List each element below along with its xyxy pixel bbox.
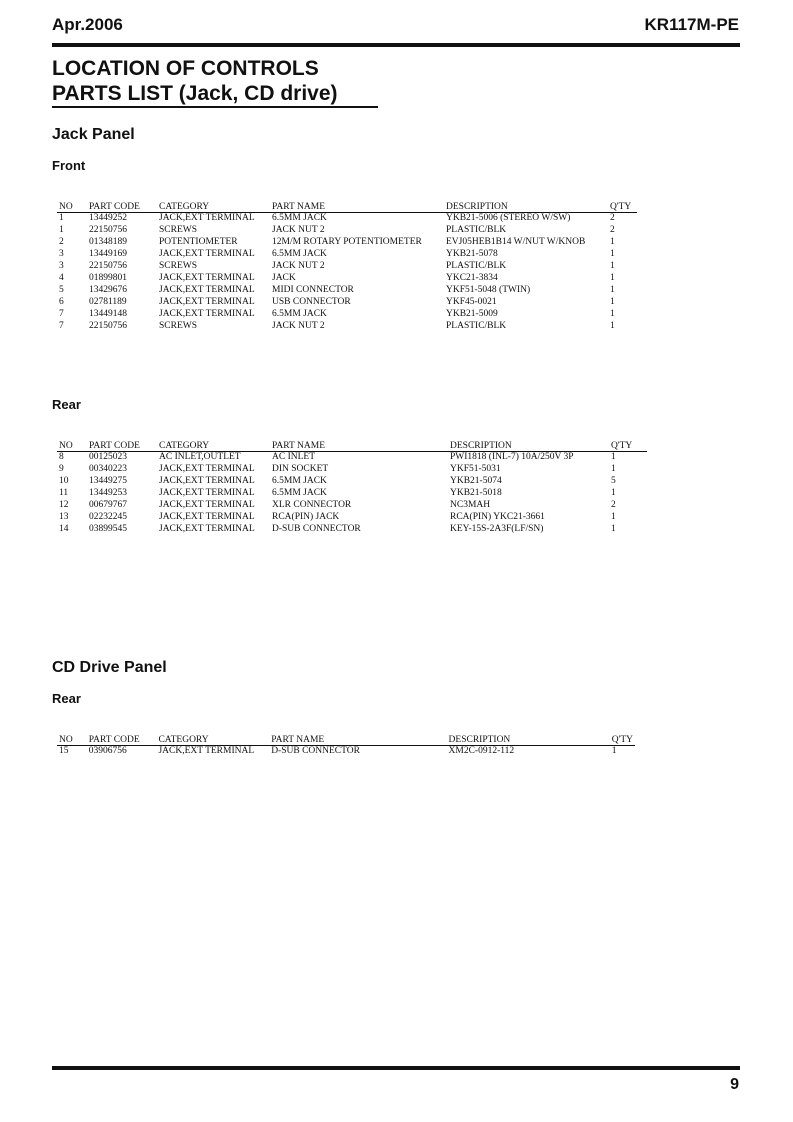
cell-qty: 1	[610, 321, 615, 331]
cell-no: 6	[59, 297, 64, 307]
cell-part-name: JACK NUT 2	[272, 225, 325, 235]
col-description: DESCRIPTION	[447, 734, 610, 746]
cell-description: PLASTIC/BLK	[446, 321, 507, 331]
cell-part-name: D-SUB CONNECTOR	[272, 524, 361, 534]
cell-part-code: 22150756	[89, 321, 127, 331]
cell-part-name: JACK NUT 2	[272, 261, 325, 271]
cell-part-code: 01899801	[89, 273, 127, 283]
cell-qty: 2	[611, 500, 616, 510]
cell-description: YKF45-0021	[446, 297, 497, 307]
cell-part-code: 13429676	[89, 285, 127, 295]
cell-description: PLASTIC/BLK	[446, 225, 507, 235]
cell-qty: 1	[611, 746, 617, 756]
cell-part-code: 01348189	[89, 237, 127, 247]
col-part-code: PART CODE	[87, 201, 157, 213]
table-row	[57, 746, 635, 759]
cell-category: JACK,EXT TERMINAL	[159, 249, 255, 259]
cell-category: AC INLET,OUTLET	[159, 452, 241, 462]
col-part-code: PART CODE	[87, 440, 157, 452]
cell-description: YKB21-5018	[450, 488, 502, 498]
cell-part-name: D-SUB CONNECTOR	[271, 746, 360, 756]
cell-part-name: 12M/M ROTARY POTENTIOMETER	[272, 237, 422, 247]
cell-part-name: JACK	[272, 273, 296, 283]
parts-table-cd-rear	[57, 734, 635, 758]
page-title	[52, 56, 338, 106]
cell-part-name: MIDI CONNECTOR	[272, 285, 354, 295]
cell-part-code: 13449275	[89, 476, 127, 486]
cell-part-code: 00125023	[89, 452, 127, 462]
cell-qty: 1	[610, 273, 615, 283]
cell-part-code: 22150756	[89, 261, 127, 271]
cell-description: NC3MAH	[450, 500, 491, 510]
cell-no: 3	[59, 261, 64, 271]
title-line-1: LOCATION OF CONTROLS	[52, 57, 319, 80]
table-row	[57, 321, 637, 333]
cell-category: JACK,EXT TERMINAL	[159, 213, 255, 223]
cell-category: JACK,EXT TERMINAL	[159, 476, 255, 486]
cell-no: 12	[59, 500, 69, 510]
cell-category: JACK,EXT TERMINAL	[159, 297, 255, 307]
cell-qty: 1	[611, 464, 616, 474]
cell-part-name: JACK NUT 2	[272, 321, 325, 331]
table-header-row	[57, 201, 637, 213]
cell-no: 4	[59, 273, 64, 283]
col-qty: Q'TY	[608, 201, 637, 213]
cell-category: SCREWS	[159, 321, 198, 331]
cell-qty: 1	[610, 297, 615, 307]
col-part-name: PART NAME	[270, 201, 444, 213]
table-row	[57, 452, 647, 465]
cell-category: JACK,EXT TERMINAL	[159, 464, 255, 474]
parts-table-jack-front	[57, 201, 637, 333]
cell-description: XM2C-0912-112	[448, 746, 515, 756]
model-number: KR117M-PE	[644, 15, 739, 34]
cell-qty: 1	[610, 285, 615, 295]
table-row	[57, 464, 647, 476]
cell-no: 15	[59, 746, 69, 756]
cell-part-code: 22150756	[89, 225, 127, 235]
cell-qty: 1	[610, 237, 615, 247]
document-date: Apr.2006	[52, 15, 123, 34]
cell-part-name: 6.5MM JACK	[272, 488, 327, 498]
cell-category: JACK,EXT TERMINAL	[158, 746, 255, 756]
col-qty: Q'TY	[611, 734, 633, 745]
cell-description: YKB21-5078	[446, 249, 498, 259]
table-row	[57, 285, 637, 297]
cell-part-code: 13449169	[89, 249, 127, 259]
subsection-rear: Rear	[52, 691, 81, 706]
cell-no: 14	[59, 524, 69, 534]
cell-category: JACK,EXT TERMINAL	[159, 524, 255, 534]
cell-part-code: 03899545	[89, 524, 127, 534]
col-no: NO	[57, 440, 87, 452]
header-rule	[52, 43, 740, 47]
cell-category: SCREWS	[159, 225, 198, 235]
table-row	[57, 273, 637, 285]
col-description: DESCRIPTION	[444, 201, 608, 213]
cell-qty: 2	[610, 213, 615, 223]
page-number: 9	[730, 1076, 739, 1093]
cell-description: KEY-15S-2A3F(LF/SN)	[450, 524, 544, 534]
cell-part-name: 6.5MM JACK	[272, 249, 327, 259]
col-part-name: PART NAME	[269, 734, 446, 746]
cell-category: JACK,EXT TERMINAL	[159, 273, 255, 283]
title-underline	[52, 106, 378, 108]
cell-qty: 1	[611, 512, 616, 522]
table-row	[57, 249, 637, 261]
cell-category: SCREWS	[159, 261, 198, 271]
cell-part-code: 13449253	[89, 488, 127, 498]
cell-part-name: 6.5MM JACK	[272, 476, 327, 486]
cell-part-name: AC INLET	[272, 452, 316, 462]
cell-qty: 1	[610, 249, 615, 259]
cell-part-code: 03906756	[88, 746, 127, 756]
cell-description: PWI1818 (INL-7) 10A/250V 3P	[450, 452, 574, 462]
cell-part-name: USB CONNECTOR	[272, 297, 351, 307]
table-row	[57, 476, 647, 488]
cell-part-code: 13449252	[89, 213, 127, 223]
cell-description: YKB21-5074	[450, 476, 502, 486]
cell-no: 10	[59, 476, 69, 486]
cell-no: 9	[59, 464, 64, 474]
col-qty: Q'TY	[609, 440, 647, 452]
cell-category: POTENTIOMETER	[159, 237, 238, 247]
subsection-rear: Rear	[52, 397, 81, 412]
section-heading-cd-drive-panel: CD Drive Panel	[52, 659, 167, 676]
cell-category: JACK,EXT TERMINAL	[159, 488, 255, 498]
cell-part-code: 13449148	[89, 309, 127, 319]
cell-no: 11	[59, 488, 69, 498]
cell-no: 7	[59, 309, 64, 319]
cell-part-name: DIN SOCKET	[272, 464, 329, 474]
cell-description: PLASTIC/BLK	[446, 261, 507, 271]
cell-part-code: 02781189	[89, 297, 127, 307]
cell-description: YKB21-5006 (STEREO W/SW)	[446, 213, 571, 223]
parts-table-jack-rear	[57, 440, 647, 536]
cell-part-name: 6.5MM JACK	[272, 309, 327, 319]
table-row	[57, 261, 637, 273]
cell-category: JACK,EXT TERMINAL	[159, 309, 255, 319]
cell-category: JACK,EXT TERMINAL	[159, 500, 255, 510]
table-row	[57, 297, 637, 309]
table-row	[57, 500, 647, 512]
cell-no: 3	[59, 249, 64, 259]
cell-category: JACK,EXT TERMINAL	[159, 285, 255, 295]
col-category: CATEGORY	[157, 201, 270, 213]
footer-rule	[52, 1066, 740, 1070]
title-line-2: PARTS LIST (Jack, CD drive)	[52, 82, 338, 105]
table-row	[57, 225, 637, 237]
col-description: DESCRIPTION	[448, 440, 609, 452]
table-row	[57, 524, 647, 536]
cell-description: YKF51-5031	[450, 464, 501, 474]
table-row	[57, 309, 637, 321]
table-header-row	[57, 440, 647, 452]
cell-qty: 2	[610, 225, 615, 235]
table-row	[57, 488, 647, 500]
cell-description: YKC21-3834	[446, 273, 498, 283]
cell-part-code: 00340223	[89, 464, 127, 474]
table-row	[57, 213, 637, 226]
col-no: NO	[57, 201, 87, 213]
col-category: CATEGORY	[157, 440, 270, 452]
table-header-row	[57, 734, 635, 746]
table-row	[57, 237, 637, 249]
cell-description: RCA(PIN) YKC21-3661	[450, 512, 545, 522]
cell-category: JACK,EXT TERMINAL	[159, 512, 255, 522]
table-row	[57, 512, 647, 524]
cell-part-name: 6.5MM JACK	[272, 213, 327, 223]
cell-part-code: 02232245	[89, 512, 127, 522]
cell-qty: 1	[610, 309, 615, 319]
cell-description: YKB21-5009	[446, 309, 498, 319]
cell-no: 1	[59, 225, 64, 235]
col-no: NO	[57, 734, 87, 746]
cell-no: 8	[59, 452, 64, 462]
cell-no: 2	[59, 237, 64, 247]
cell-qty: 1	[611, 488, 616, 498]
cell-no: 1	[59, 213, 64, 223]
col-part-code: PART CODE	[87, 734, 157, 746]
cell-description: EVJ05HEB1B14 W/NUT W/KNOB	[446, 237, 586, 247]
cell-no: 7	[59, 321, 64, 331]
cell-description: YKF51-5048 (TWIN)	[446, 285, 531, 295]
subsection-front: Front	[52, 158, 86, 173]
cell-qty: 5	[611, 476, 616, 486]
col-category: CATEGORY	[156, 734, 269, 746]
col-part-name: PART NAME	[270, 440, 448, 452]
cell-part-name: XLR CONNECTOR	[272, 500, 352, 510]
cell-no: 5	[59, 285, 64, 295]
section-heading-jack-panel: Jack Panel	[52, 126, 135, 143]
cell-qty: 1	[611, 452, 616, 462]
cell-part-code: 00679767	[89, 500, 127, 510]
cell-part-name: RCA(PIN) JACK	[272, 512, 340, 522]
cell-qty: 1	[610, 261, 615, 271]
cell-no: 13	[59, 512, 69, 522]
cell-qty: 1	[611, 524, 616, 534]
